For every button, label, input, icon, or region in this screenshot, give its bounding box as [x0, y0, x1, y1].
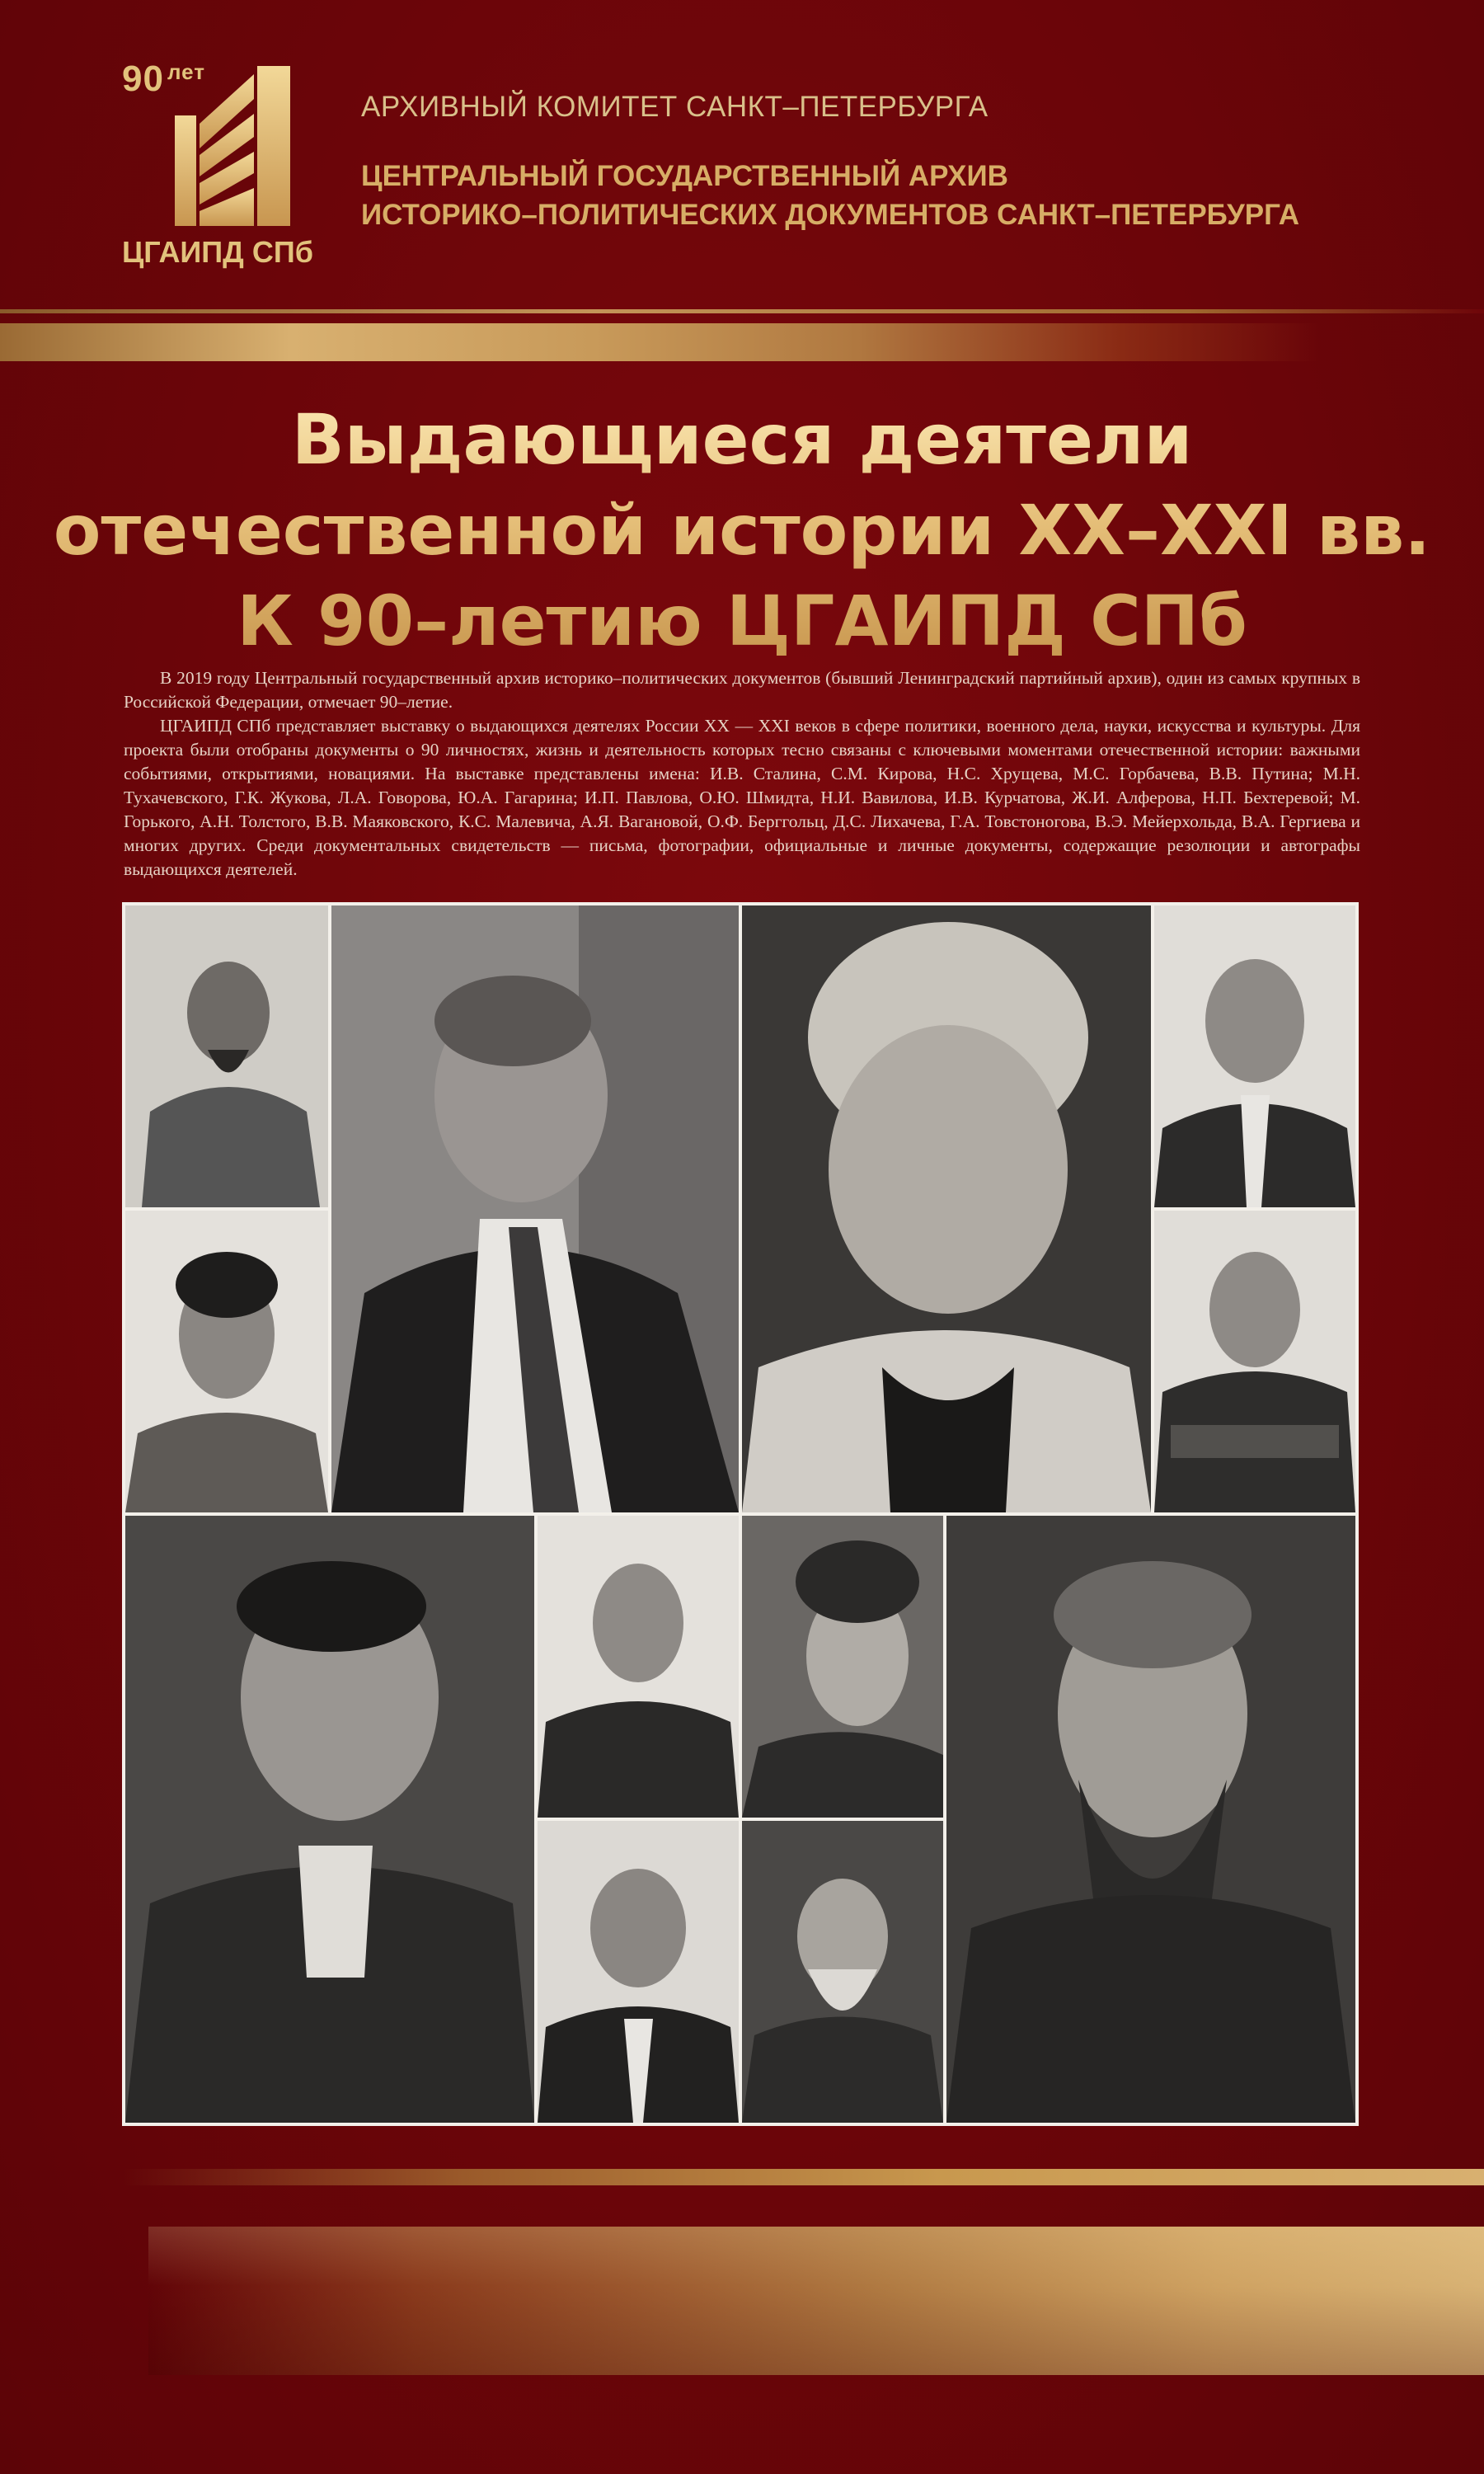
portrait-photo-5: [125, 1211, 328, 1512]
archive-name-line2: ИСТОРИКО–ПОЛИТИЧЕСКИХ ДОКУМЕНТОВ САНКТ–ПЕТЕРБУРГА: [361, 199, 1299, 232]
logo-abbreviation: ЦГАИПД СПб: [122, 235, 313, 269]
portrait-photo-12: [742, 1821, 943, 2123]
archive-logo: [122, 59, 313, 269]
intro-paragraph-1: В 2019 году Центральный государственный архив историко–политических документов (бывший Ленинградский партийный архив), один из самых крупных в Российской Федерации, отмечает 90–летие.: [124, 668, 1360, 712]
portrait-photo-11: [538, 1821, 739, 2123]
portrait-photo-1: [125, 905, 328, 1207]
header-divider: [0, 309, 1484, 313]
archive-name: [361, 157, 1299, 235]
portrait-photo-9: [742, 1516, 943, 1818]
portrait-photo-7: [125, 1516, 534, 2123]
title-line3: К 90–летию ЦГАИПД СПб: [237, 581, 1247, 661]
portrait-photo-10: [946, 1516, 1355, 2123]
portrait-photo-8: [538, 1516, 739, 1818]
portrait-photo-4: [1154, 905, 1355, 1207]
intro-text: [124, 666, 1360, 882]
photo-collage: [122, 902, 1359, 2126]
archive-name-line1: ЦЕНТРАЛЬНЫЙ ГОСУДАРСТВЕННЫЙ АРХИВ: [361, 160, 1008, 192]
intro-paragraph-2: ЦГАИПД СПб представляет выставку о выдающихся деятелях России XX — XXI веков в сфере политики, военного дела, науки, искусства и культуры. Для проекта были отобраны документы о 90 личностях, жизнь и деятельность которых тесно связаны с ключевыми моментами отечественной истории: важными событиями, открытиями, новациями. На выставке представлены имена: И.В. Сталина, С.М. Кирова, Н.С. Хрущева, М.С. Горбачева, В.В. Путина; М.Н. Тухачевского, Г.К. Жукова, Л.А. Говорова, Ю.А. Гагарина; И.П. Павлова, О.Ю. Шмидта, Н.И. Вавилова, И.В. Курчатова, Ж.И. Алферова, Н.П. Бехтеревой; М. Горького, А.Н. Толстого, В.В. Маяковского, К.С. Малевича, А.Я. Вагановой, О.Ф. Берггольц, Д.С. Лихачева, Г.А. Товстоногова, В.Э. Мейерхольда, В.А. Гергиева и многих других. Среди документальных свидетельств — письма, фотографии, официальные и личные документы, содержащие резолюции и автографы выдающихся деятелей.: [124, 716, 1360, 879]
footer-gold-stripe: [124, 2169, 1484, 2185]
portrait-photo-2: [331, 905, 739, 1512]
title-line1: Выдающиеся деятели: [291, 399, 1193, 480]
portrait-photo-3: [742, 905, 1151, 1512]
footer-band-shade: [148, 2227, 1484, 2375]
header-gold-band: [0, 323, 1319, 361]
portrait-photo-6: [1154, 1211, 1355, 1512]
title-line2: отечественной истории XX–XXI вв.: [53, 490, 1431, 571]
logo-years: 90 $^{лет}$: [122, 59, 205, 99]
committee-name: АРХИВНЫЙ КОМИТЕТ САНКТ–ПЕТЕРБУРГА: [361, 91, 989, 123]
poster-title: [0, 394, 1484, 666]
